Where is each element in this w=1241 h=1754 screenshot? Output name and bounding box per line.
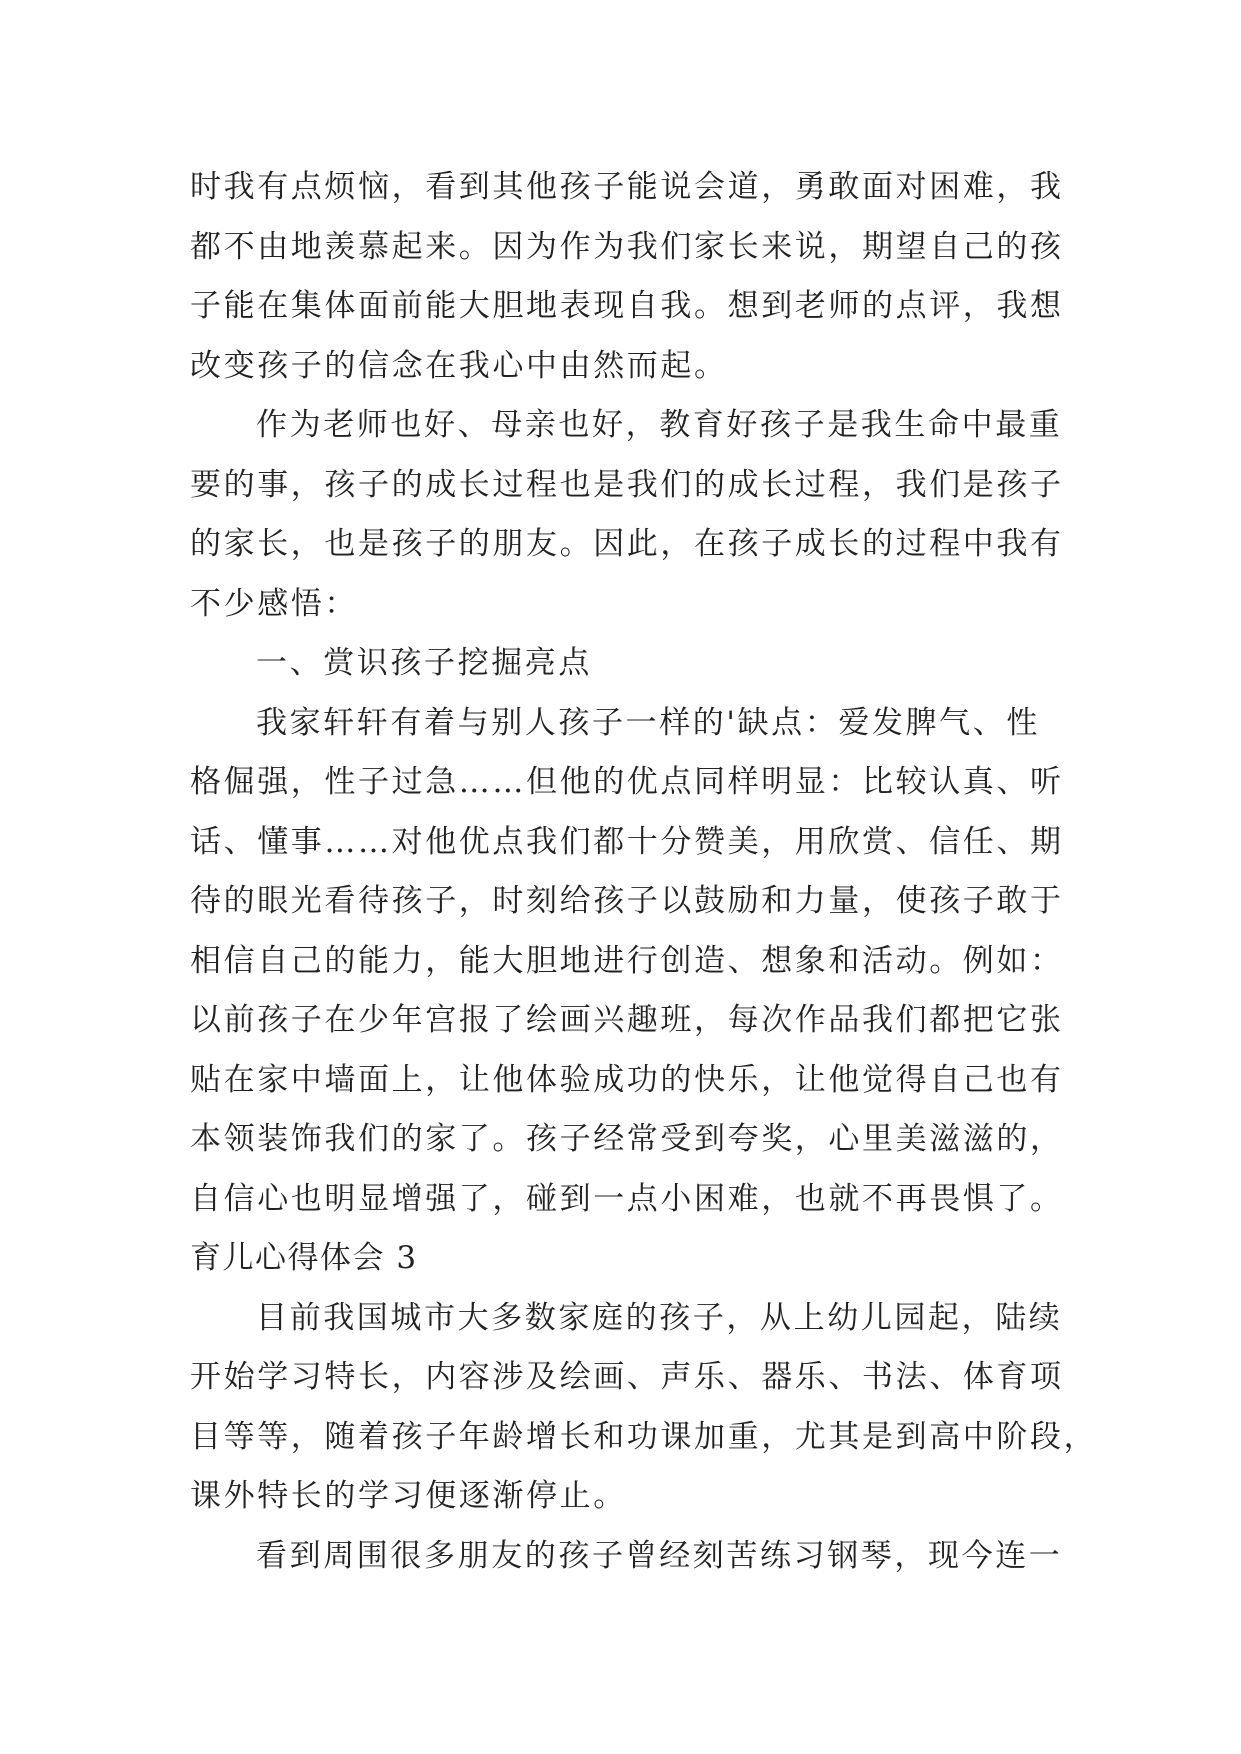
- text-line: 相信自己的能力，能大胆地进行创造、想象和活动。例如：: [190, 942, 1064, 979]
- text-line: 的家长，也是孩子的朋友。因此，在孩子成长的过程中我有: [190, 526, 1064, 562]
- text-line: 开始学习特长，内容涉及绘画、声乐、器乐、书法、体育项: [190, 1359, 1064, 1395]
- text-line: 以前孩子在少年宫报了绘画兴趣班，每次作品我们都把它张: [190, 1002, 1064, 1038]
- section-heading: 一、赏识孩子挖掘亮点: [256, 645, 592, 681]
- text-line: 目等等，随着孩子年龄增长和功课加重，尤其是到高中阶段，: [190, 1418, 1098, 1455]
- text-line: 子能在集体面前能大胆地表现自我。想到老师的点评，我想: [190, 288, 1064, 324]
- text-line: 话、懂事……对他优点我们都十分赞美，用欣赏、信任、期: [190, 823, 1064, 860]
- paragraph-start-line: 我家轩轩有着与别人孩子一样的'缺点：爱发脾气、性: [256, 704, 1040, 741]
- text-line: 本领装饰我们的家了。孩子经常受到夸奖，心里美滋滋的，: [190, 1121, 1064, 1157]
- paragraph-start-line: 目前我国城市大多数家庭的孩子，从上幼儿园起，陆续: [256, 1299, 1063, 1336]
- text-line: 贴在家中墙面上，让他体验成功的快乐，让他觉得自己也有: [190, 1061, 1064, 1098]
- text-line: 时我有点烦恼，看到其他孩子能说会道，勇敢面对困难，我: [190, 169, 1064, 205]
- text-line: 格倔强，性子过急……但他的优点同样明显：比较认真、听: [190, 764, 1064, 800]
- text-line: 要的事，孩子的成长过程也是我们的成长过程，我们是孩子: [190, 466, 1064, 503]
- text-line: 不少感悟：: [190, 585, 358, 622]
- text-line: 都不由地羡慕起来。因为作为我们家长来说，期望自己的孩: [190, 228, 1064, 265]
- text-line: 待的眼光看待孩子，时刻给孩子以鼓励和力量，使孩子敢于: [190, 883, 1064, 919]
- text-line: 自信心也明显增强了，碰到一点小困难，也就不再畏惧了。: [190, 1180, 1064, 1217]
- text-line: 课外特长的学习便逐渐停止。: [190, 1478, 627, 1514]
- article-heading: 育儿心得体会 3: [190, 1240, 418, 1276]
- document-body: [190, 158, 1098, 1586]
- paragraph-start-line: 看到周围很多朋友的孩子曾经刻苦练习钢琴，现今连一: [256, 1537, 1063, 1574]
- paragraph-start-line: 作为老师也好、母亲也好，教育好孩子是我生命中最重: [256, 407, 1063, 443]
- text-line: 改变孩子的信念在我心中由然而起。: [190, 347, 728, 384]
